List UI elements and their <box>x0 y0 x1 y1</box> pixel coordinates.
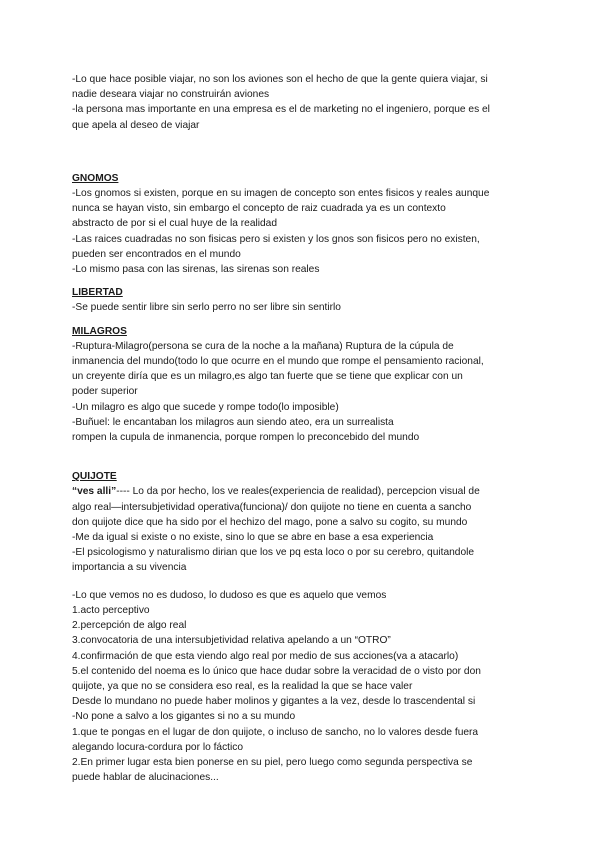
quijote-line: 3.convocatoria de una intersubjetividad relativa apelando a un “OTRO” <box>72 635 391 647</box>
quijote-line: puede hablar de alucinaciones... <box>72 772 219 784</box>
intro-line: -la persona mas importante en una empresa es el de marketing no el ingeniero, porque es el <box>72 104 490 116</box>
quijote-line: 1.que te pongas en el lugar de don quijote, o incluso de sancho, no lo valores desde fuera <box>72 726 479 738</box>
quijote-line: 2.percepción de algo real <box>72 620 187 632</box>
quijote-line: -El psicologismo y naturalismo dirian que los ve pq esta loco o por su cerebro, quitandole <box>72 547 475 559</box>
quijote-line: 1.acto perceptivo <box>72 604 150 616</box>
milagros-line: -Un milagro es algo que sucede y rompe todo(lo imposible) <box>72 401 339 413</box>
spacer <box>72 576 532 588</box>
gnomos-line: abstracto de por si el cual huye de la realidad <box>72 218 278 230</box>
milagros-line: rompen la cupula de inmanencia, porque rompen lo preconcebido del mundo <box>72 432 420 444</box>
intro-line: que apela al deseo de viajar <box>72 119 200 131</box>
intro-line: nadie deseara viajar no construirán aviones <box>72 89 270 101</box>
quijote-line-rest: ---- Lo da por hecho, los ve reales(experiencia de realidad), percepcion visual de <box>116 486 480 498</box>
quijote-line: -No pone a salvo a los gigantes si no a su mundo <box>72 711 296 723</box>
quijote-line: -Lo que vemos no es dudoso, lo dudoso es que es aquelo que vemos <box>72 589 387 601</box>
milagros-line: poder superior <box>72 386 138 398</box>
gnomos-line: -Las raices cuadradas no son fisicas pero si existen y los gnos son fisicos pero no existen, <box>72 233 480 245</box>
intro-line: -Lo que hace posible viajar, no son los aviones son el hecho de que la gente quiera viajar, si <box>72 74 488 85</box>
section-heading-libertad: LIBERTAD <box>72 287 123 299</box>
spacer <box>72 277 532 285</box>
quijote-line: 5.el contenido del noema es lo único que hace dudar sobre la veracidad de o visto por don <box>72 665 481 677</box>
quijote-line <box>72 484 532 499</box>
gnomos-line: -Los gnomos si existen, porque en su imagen de concepto son entes fisicos y reales aunque <box>72 188 490 200</box>
quijote-line: quijote, ya que no se considera eso real, es la realidad la que se hace valer <box>72 680 413 692</box>
libertad-line: -Se puede sentir libre sin serlo perro no ser libre sin sentirlo <box>72 302 341 314</box>
quijote-line: Desde lo mundano no puede haber molinos y gigantes a la vez, desde lo trascendental si <box>72 696 476 708</box>
quijote-line: don quijote dice que ha sido por el hechizo del mago, pone a salvo su cogito, su mundo <box>72 516 468 528</box>
gnomos-line: -Lo mismo pasa con las sirenas, las sirenas son reales <box>72 264 320 276</box>
quote-ves-alli: “ves alli” <box>72 486 117 498</box>
milagros-line: -Buñuel: le encantaban los milagros aun siendo ateo, era un surrealista <box>72 416 394 428</box>
milagros-line: un creyente diría que es un milagro,es algo tan fuerte que se tiene que explicar con un <box>72 371 463 383</box>
gnomos-line: nunca se hayan visto, sin embargo el concepto de raiz cuadrada ya es un contexto <box>72 203 446 215</box>
document-page <box>72 72 532 785</box>
spacer <box>72 445 532 469</box>
quijote-line: 4.confirmación de que esta viendo algo real por medio de sus acciones(va a atacarlo) <box>72 650 459 662</box>
section-heading-milagros: MILAGROS <box>72 325 127 337</box>
section-heading-gnomos: GNOMOS <box>72 172 119 184</box>
quijote-line: -Me da igual si existe o no existe, sino lo que se abre en base a esa experiencia <box>72 532 434 544</box>
quijote-line: alegando locura-cordura por lo fáctico <box>72 741 244 753</box>
quijote-line: 2.En primer lugar esta bien ponerse en su piel, pero luego como segunda perspectiva se <box>72 756 473 768</box>
milagros-line: inmanencia del mundo(todo lo que ocurre en el mundo que rompe el pensamiento racional, <box>72 356 484 368</box>
milagros-line: -Ruptura-Milagro(persona se cura de la noche a la mañana) Ruptura de la cúpula de <box>72 340 454 352</box>
spacer <box>72 133 532 171</box>
section-heading-quijote: QUIJOTE <box>72 471 117 483</box>
gnomos-line: pueden ser encontrados en el mundo <box>72 248 241 260</box>
quijote-line: importancia a su vivencia <box>72 562 187 574</box>
spacer <box>72 316 532 324</box>
quijote-line: algo real—intersubjetividad operativa(funciona)/ don quijote no tiene en cuenta a sancho <box>72 501 472 513</box>
